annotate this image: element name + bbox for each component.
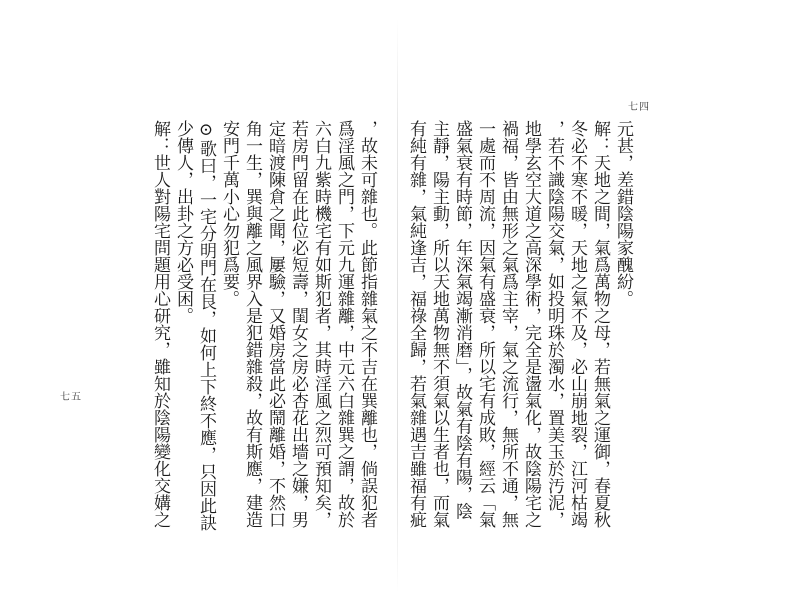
left-page-column-9: 少傳人，出卦之方必受困。 — [173, 120, 193, 324]
right-page-column-2: 解：天地之間，氣爲萬物之母，若無氣之運御，春夏秋 — [590, 120, 610, 528]
right-page-column-4: ，若不識陰陽交氣，如投明珠於濁水，置美玉於汚泥， — [544, 120, 564, 528]
left-page-column-2: 爲淫風之門，下元九運雜離，中元六白雜巽之謂，故於 — [334, 120, 354, 528]
left-page-column-6: 角一生，巽與離之風界入是犯錯雜殺，故有斯應，建造 — [242, 120, 262, 528]
right-page-column-3: 冬必不寒不暖，天地之氣不及，必山崩地裂，江河枯竭 — [567, 120, 587, 528]
left-page-column-1: ，故未可雜也。此節指雜氣之不吉在巽離也，倘誤犯者 — [357, 120, 377, 528]
right-page-number: 七四 — [628, 102, 650, 113]
left-page-column-7: 安門千萬小心勿犯爲要。 — [219, 120, 239, 307]
left-page-column-10: 解：世人對陽宅問題用心研究，雖知於陰陽變化交媾之 — [150, 120, 170, 528]
left-page-column-5: 定暗渡陳倉之聞，屢驗，又婚房當此必鬧離婚，不然口 — [265, 120, 285, 528]
gutter-divider — [397, 18, 398, 593]
right-page-column-7: 一處而不周流，因氣有盛衰，所以宅有成敗，經云「氣 — [475, 120, 495, 528]
left-page-column-3: 六白九紫時機宅有如斯犯者，其時淫風之烈可預知矣， — [311, 120, 331, 528]
right-page-column-8: 盛氣衰有時節，年深氣竭漸消磨」，故氣有陰有陽，陰 — [452, 120, 472, 520]
right-page-column-5: 地學玄空大道之高深學術，完全是盪氣化，故陰陽宅之 — [521, 120, 541, 528]
right-page-column-9: 主靜，陽主動，所以天地萬物無不須氣以生者也，而氣 — [429, 120, 449, 528]
left-page-column-4: 若房門留在此位必短壽，閨女之房必杏花出墻之嫌，男 — [288, 120, 308, 528]
right-page-column-6: 禍福，皆由無形之氣爲主宰，氣之流行，無所不通，無 — [498, 120, 518, 528]
right-page-column-10: 有純有雜，氣純逢吉，福祿全歸，若氣雜遇吉雖福有疵 — [406, 120, 426, 528]
left-page-column-8: ⊙歌曰，一宅分明門在艮，如何上下終不應，只因此訣 — [196, 120, 216, 531]
right-page-column-1: 元甚，差錯陰陽家醜紛。 — [613, 120, 633, 307]
left-page-number: 七五 — [60, 392, 82, 403]
